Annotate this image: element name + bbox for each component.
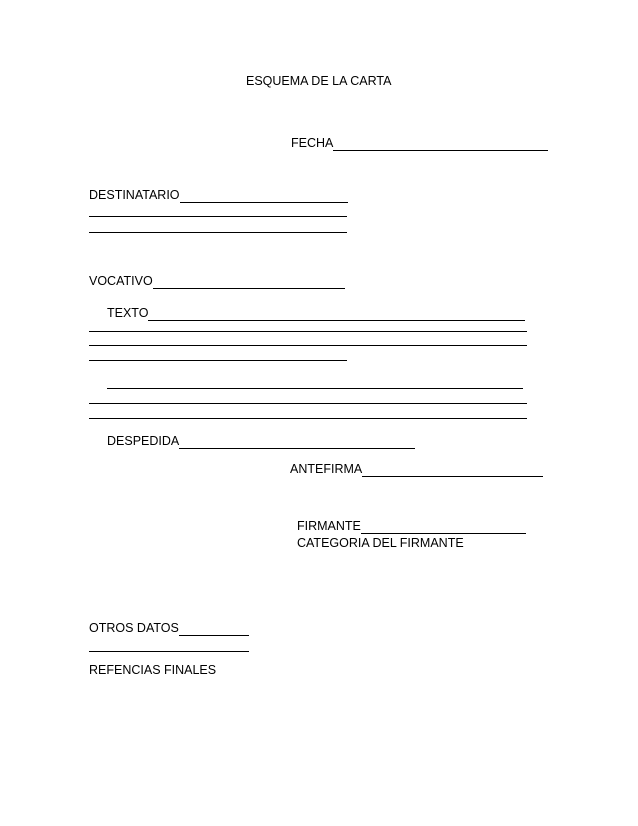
paragraph-line-3[interactable]: [89, 418, 527, 419]
despedida-line[interactable]: [179, 436, 415, 449]
antefirma-label: ANTEFIRMA: [290, 462, 363, 476]
vocativo-line[interactable]: [153, 276, 345, 289]
antefirma-line[interactable]: [362, 464, 543, 477]
texto-line-3[interactable]: [89, 345, 527, 346]
fecha-line[interactable]: [333, 138, 548, 151]
texto-line-4[interactable]: [89, 360, 347, 361]
otros-datos-row: [89, 620, 249, 636]
despedida-row: [107, 433, 415, 449]
firmante-row: [297, 518, 526, 534]
firmante-label: FIRMANTE: [297, 519, 361, 533]
referencias-label: REFENCIAS FINALES: [89, 663, 217, 677]
fecha-row: [291, 135, 548, 151]
texto-row: [107, 305, 525, 321]
otros-datos-label: OTROS DATOS: [89, 621, 179, 635]
fecha-label: FECHA: [291, 136, 334, 150]
page-title: ESQUEMA DE LA CARTA: [246, 74, 392, 88]
despedida-label: DESPEDIDA: [107, 434, 180, 448]
otros-datos-line-2[interactable]: [89, 651, 249, 652]
vocativo-label: VOCATIVO: [89, 274, 153, 288]
destinatario-line[interactable]: [180, 190, 348, 203]
paragraph-line-1[interactable]: [107, 388, 523, 389]
texto-label: TEXTO: [107, 306, 149, 320]
otros-datos-line[interactable]: [179, 623, 249, 636]
vocativo-row: [89, 273, 345, 289]
antefirma-row: [290, 461, 543, 477]
destinatario-label: DESTINATARIO: [89, 188, 180, 202]
texto-line-2[interactable]: [89, 331, 527, 332]
categoria-label: CATEGORIA DEL FIRMANTE: [297, 536, 464, 550]
destinatario-line-2[interactable]: [89, 216, 347, 217]
destinatario-line-3[interactable]: [89, 232, 347, 233]
destinatario-row: [89, 187, 348, 203]
firmante-line[interactable]: [361, 521, 526, 534]
texto-line[interactable]: [148, 308, 525, 321]
paragraph-line-2[interactable]: [89, 403, 527, 404]
